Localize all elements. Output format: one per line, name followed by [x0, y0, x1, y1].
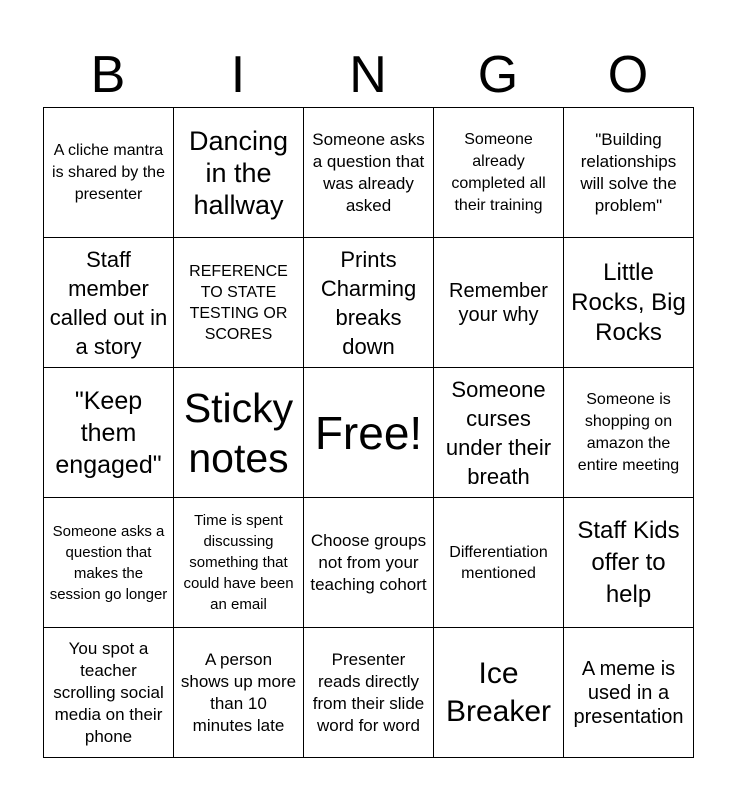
- bingo-cell-r3-c3[interactable]: [304, 368, 434, 498]
- header-letter-i: I: [230, 46, 246, 104]
- bingo-cell-r2-c3[interactable]: [304, 238, 434, 368]
- cell-text: You spot a teacher scrolling social media on their phone: [53, 638, 164, 746]
- cell-text: Dancing in the hallway: [188, 125, 289, 220]
- bingo-cell-r3-c5[interactable]: [564, 368, 694, 498]
- bingo-cell-r5-c3[interactable]: [304, 628, 434, 758]
- bingo-cell-r2-c5[interactable]: [564, 238, 694, 368]
- bingo-cell-r1-c3[interactable]: [304, 108, 434, 238]
- bingo-cell-r4-c1[interactable]: [44, 498, 174, 628]
- cell-text: Little Rocks, Big Rocks: [571, 258, 686, 346]
- bingo-cell-r5-c5[interactable]: [564, 628, 694, 758]
- bingo-cell-r1-c4[interactable]: [434, 108, 564, 238]
- header-letter-g: G: [477, 46, 519, 104]
- cell-text: Someone is shopping on amazon the entire meeting: [577, 390, 680, 474]
- cell-text: "Keep them engaged": [55, 386, 162, 479]
- bingo-cell-r4-c5[interactable]: [564, 498, 694, 628]
- cell-text: Choose groups not from your teaching cohort: [310, 530, 427, 594]
- bingo-board: [43, 107, 694, 758]
- header-letter-n: N: [349, 46, 387, 104]
- bingo-cell-r5-c4[interactable]: [434, 628, 564, 758]
- bingo-cell-r1-c5[interactable]: [564, 108, 694, 238]
- cell-text: Staff member called out in a story: [49, 246, 168, 359]
- cell-text: Presenter reads directly from their slide word for word: [312, 649, 425, 735]
- bingo-cell-r3-c1[interactable]: [44, 368, 174, 498]
- bingo-cell-r1-c2[interactable]: [174, 108, 304, 238]
- bingo-cell-r4-c2[interactable]: [174, 498, 304, 628]
- cell-text: Ice Breaker: [445, 656, 552, 728]
- bingo-cell-r4-c4[interactable]: [434, 498, 564, 628]
- cell-text: Prints Charming breaks down: [320, 246, 417, 359]
- cell-text: REFERENCE TO STATE TESTING OR SCORES: [189, 262, 288, 343]
- cell-text: Time is spent discussing something that could have been an email: [183, 512, 294, 613]
- bingo-cell-r2-c1[interactable]: [44, 238, 174, 368]
- bingo-cell-r2-c4[interactable]: [434, 238, 564, 368]
- bingo-cell-r1-c1[interactable]: [44, 108, 174, 238]
- bingo-cell-r3-c2[interactable]: [174, 368, 304, 498]
- bingo-cell-r4-c3[interactable]: [304, 498, 434, 628]
- cell-text: Someone asks a question that makes the session go longer: [49, 522, 168, 603]
- free-space: Free!: [314, 406, 423, 459]
- bingo-cell-r5-c1[interactable]: [44, 628, 174, 758]
- cell-text: Remember your why: [449, 279, 548, 326]
- header-letter-o: O: [607, 46, 649, 104]
- cell-text: Differentiation mentioned: [449, 543, 548, 582]
- cell-text: A meme is used in a presentation: [573, 657, 684, 728]
- bingo-cell-r5-c2[interactable]: [174, 628, 304, 758]
- cell-text: "Building relationships will solve the problem": [580, 129, 677, 215]
- cell-text: Someone already completed all their training: [451, 130, 546, 214]
- cell-text: Staff Kids offer to help: [577, 516, 680, 608]
- cell-text: A person shows up more than 10 minutes late: [180, 649, 297, 735]
- cell-text: A cliche mantra is shared by the presenter: [52, 141, 165, 203]
- cell-text: Someone asks a question that was already asked: [312, 129, 425, 215]
- bingo-cell-r3-c4[interactable]: [434, 368, 564, 498]
- header-letter-b: B: [90, 46, 126, 104]
- cell-text: Sticky notes: [183, 384, 294, 481]
- bingo-cell-r2-c2[interactable]: [174, 238, 304, 368]
- bingo-header: [43, 44, 693, 106]
- cell-text: Someone curses under their breath: [445, 376, 552, 489]
